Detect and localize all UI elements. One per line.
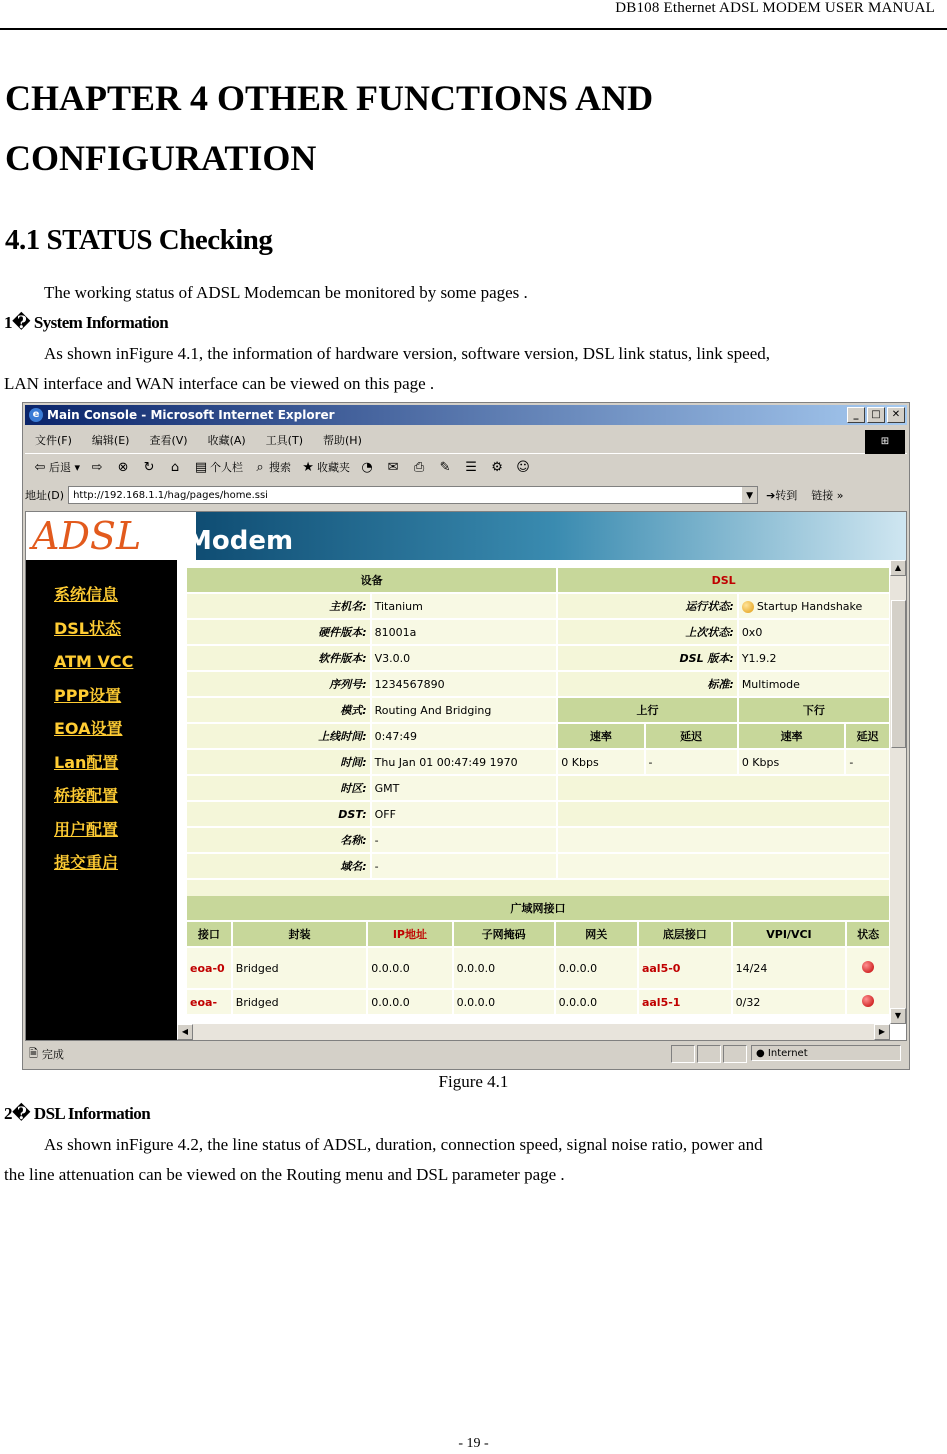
browser-screenshot — [22, 402, 910, 1070]
scroll-left-icon[interactable]: ◀ — [177, 1024, 193, 1040]
wan-lower-cell[interactable]: aal5-1 — [639, 990, 731, 1014]
item2-heading — [4, 1104, 150, 1124]
minimize-button[interactable]: _ — [847, 407, 865, 423]
timezone-label: 时区: — [187, 776, 370, 800]
device-header: 设备 — [187, 568, 556, 592]
nav-user-config[interactable]: 用户配置 — [54, 819, 119, 839]
wan-status-cell — [847, 948, 889, 988]
wan-mask-cell: 0.0.0.0 — [454, 990, 554, 1014]
uptime-value: 0:47:49 — [372, 724, 557, 748]
address-input[interactable]: http://192.168.1.1/hag/pages/home.ssi ▼ — [68, 486, 758, 504]
serial-value: 1234567890 — [372, 672, 557, 696]
down-delay-value: - — [846, 750, 889, 774]
item2-line2: the line attenuation can be viewed on the Routing menu and DSL parameter page . — [4, 1165, 565, 1184]
up-rate-value: 0 Kbps — [558, 750, 643, 774]
wan-encap-cell: Bridged — [233, 948, 366, 988]
history-icon[interactable]: ◔ — [361, 460, 373, 475]
tools-icon[interactable]: ⚙ — [491, 460, 503, 475]
wan-ip-cell: 0.0.0.0 — [368, 990, 451, 1014]
item2-title: DSL Information — [33, 1104, 151, 1123]
left-nav — [26, 560, 177, 1040]
maximize-button[interactable]: □ — [867, 407, 885, 423]
home-icon[interactable]: ⌂ — [170, 460, 180, 475]
standard-label: 标准: — [558, 672, 737, 696]
page-done-icon: 🗎 — [29, 1046, 38, 1060]
status-text: 完成 — [41, 1048, 64, 1061]
refresh-icon[interactable]: ↻ — [143, 460, 155, 475]
forward-arrow-icon[interactable]: ⇨ — [91, 460, 103, 475]
scroll-up-icon[interactable]: ▲ — [890, 560, 906, 576]
scroll-thumb[interactable] — [891, 600, 906, 748]
menu-bar — [25, 427, 907, 454]
favorites-icon: ★ — [302, 460, 314, 475]
status-panel — [697, 1045, 721, 1063]
nav-dsl-status[interactable]: DSL状态 — [54, 618, 122, 638]
scroll-right-icon[interactable]: ▶ — [874, 1024, 890, 1040]
window-title: Main Console - Microsoft Internet Explorer — [47, 408, 335, 422]
nav-system-info[interactable]: 系统信息 — [54, 585, 119, 604]
menu-view[interactable]: 查看(V) — [149, 434, 188, 447]
wan-interface-cell[interactable]: eoa- — [187, 990, 231, 1014]
nav-eoa-settings[interactable]: EOA设置 — [54, 719, 123, 738]
up-delay-header: 延迟 — [646, 724, 737, 748]
wan-mask-cell: 0.0.0.0 — [454, 948, 554, 988]
status-panel — [723, 1045, 747, 1063]
down-rate-header: 速率 — [739, 724, 845, 748]
wan-gateway-cell: 0.0.0.0 — [556, 990, 637, 1014]
nav-atm-vcc[interactable]: ATM VCC — [54, 652, 134, 671]
domain-value: - — [372, 854, 557, 878]
vertical-scrollbar[interactable] — [890, 560, 906, 1024]
wan-gateway-cell: 0.0.0.0 — [556, 948, 637, 988]
wan-status-cell — [847, 990, 889, 1014]
mail-icon[interactable]: ✉ — [387, 460, 399, 475]
stop-icon[interactable]: ⊗ — [117, 460, 129, 475]
wan-interface-cell[interactable]: eoa-0 — [187, 948, 231, 988]
last-status-value: 0x0 — [739, 620, 889, 644]
wan-col-gateway: 网关 — [556, 922, 637, 946]
sw-value: V3.0.0 — [372, 646, 557, 670]
page-number: - 19 - — [458, 1436, 489, 1451]
wan-table — [185, 894, 891, 1016]
empty-cell — [558, 828, 889, 852]
table-row — [187, 948, 889, 988]
discuss-icon[interactable]: ☰ — [465, 460, 477, 475]
toolbar — [25, 455, 907, 481]
figure-caption: Figure 4.1 — [438, 1072, 509, 1091]
name-label: 名称: — [187, 828, 370, 852]
zone-panel: ● Internet — [751, 1045, 901, 1061]
intro-text: The working status of ADSL Modemcan be monitored by some pages . — [44, 283, 528, 302]
wan-vpivci-cell: 14/24 — [733, 948, 846, 988]
windows-logo-icon: ⊞ — [865, 430, 905, 454]
back-arrow-icon: ⇦ — [34, 460, 46, 475]
scroll-down-icon[interactable]: ▼ — [890, 1008, 906, 1024]
wan-col-encap: 封装 — [233, 922, 366, 946]
wan-col-lower: 底层接口 — [639, 922, 731, 946]
address-bar — [25, 483, 907, 507]
time-label: 时间: — [187, 750, 370, 774]
name-value: - — [372, 828, 557, 852]
item1-title: System Information — [33, 313, 169, 332]
wan-ip-cell: 0.0.0.0 — [368, 948, 451, 988]
item1-line2: LAN interface and WAN interface can be viewed on this page . — [4, 374, 435, 393]
timezone-value: GMT — [372, 776, 557, 800]
window-titlebar — [25, 405, 907, 425]
back-button[interactable]: ⇦ 后退 ▾ — [31, 459, 80, 477]
mode-label: 模式: — [187, 698, 370, 722]
item1-number: 1� — [4, 313, 31, 332]
up-rate-header: 速率 — [558, 724, 643, 748]
print-icon[interactable]: ⎙ — [413, 460, 425, 475]
horizontal-scrollbar[interactable] — [177, 1024, 890, 1040]
hw-label: 硬件版本: — [187, 620, 370, 644]
personal-icon: ▤ — [194, 460, 208, 475]
nav-bridge-config[interactable]: 桥接配置 — [54, 786, 119, 805]
nav-lan-config[interactable]: Lan配置 — [54, 752, 119, 772]
chapter-title: CHAPTER 4 OTHER FUNCTIONS AND CONFIGURATION — [5, 78, 654, 178]
item2-number: 2� — [4, 1104, 31, 1123]
item2-line1: As shown inFigure 4.2, the line status of ADSL, duration, connection speed, signal noise ratio, power and — [44, 1135, 763, 1154]
mode-value: Routing And Bridging — [372, 698, 557, 722]
search-button[interactable]: ⌕ 搜索 — [251, 459, 291, 477]
empty-cell — [558, 854, 889, 878]
wan-lower-cell[interactable]: aal5-0 — [639, 948, 731, 988]
dst-label: DST: — [187, 802, 370, 826]
app-banner — [26, 512, 906, 560]
run-status-value: Startup Handshake — [739, 594, 889, 618]
status-bar — [25, 1043, 907, 1065]
host-value: Titanium — [372, 594, 557, 618]
go-button[interactable]: ➔转到 — [766, 489, 798, 502]
domain-label: 域名: — [187, 854, 370, 878]
wan-vpivci-cell: 0/32 — [733, 990, 846, 1014]
handshake-status-icon — [742, 601, 754, 613]
personal-bar-button[interactable]: ▤ 个人栏 — [192, 459, 243, 477]
item1-heading — [4, 313, 168, 333]
status-area — [177, 560, 890, 1024]
standard-value: Multimode — [739, 672, 889, 696]
section-title: 4.1 STATUS Checking — [5, 224, 273, 256]
status-red-dot-icon — [862, 995, 874, 1007]
address-dropdown-icon[interactable]: ▼ — [742, 487, 757, 503]
dsl-version-label: DSL 版本: — [558, 646, 737, 670]
status-panel — [671, 1045, 695, 1063]
menu-tools[interactable]: 工具(T) — [265, 434, 303, 447]
host-label: 主机名: — [187, 594, 370, 618]
page-content — [25, 511, 907, 1041]
sw-label: 软件版本: — [187, 646, 370, 670]
menu-edit[interactable]: 编辑(E) — [91, 434, 130, 447]
wan-encap-cell: Bridged — [233, 990, 366, 1014]
empty-cell — [558, 802, 889, 826]
down-delay-header: 延迟 — [846, 724, 889, 748]
wan-col-ip: IP地址 — [368, 922, 451, 946]
messenger-icon[interactable]: ☺ — [516, 460, 530, 475]
nav-ppp-settings[interactable]: PPP设置 — [54, 685, 122, 705]
wan-col-status: 状态 — [847, 922, 889, 946]
status-table — [185, 566, 891, 906]
edit-icon[interactable]: ✎ — [439, 460, 451, 475]
downstream-header: 下行 — [739, 698, 889, 722]
item1-line1: As shown inFigure 4.1, the information of hardware version, software version, DSL link status, link speed, — [44, 344, 770, 363]
run-status-label: 运行状态: — [558, 594, 737, 618]
menu-favorites[interactable]: 收藏(A) — [207, 434, 246, 447]
hw-value: 81001a — [372, 620, 557, 644]
down-rate-value: 0 Kbps — [739, 750, 845, 774]
wan-col-mask: 子网掩码 — [454, 922, 554, 946]
serial-label: 序列号: — [187, 672, 370, 696]
menu-file[interactable]: 文件(F) — [35, 434, 72, 447]
address-label: 地址(D) — [25, 489, 65, 502]
table-row — [187, 990, 889, 1014]
wan-col-interface: 接口 — [187, 922, 231, 946]
menu-help[interactable]: 帮助(H) — [323, 434, 362, 447]
uptime-label: 上线时间: — [187, 724, 370, 748]
status-red-dot-icon — [862, 961, 874, 973]
last-status-label: 上次状态: — [558, 620, 737, 644]
favorites-button[interactable]: ★ 收藏夹 — [299, 459, 350, 477]
manual-header: DB108 Ethernet ADSL MODEM USER MANUAL — [615, 0, 935, 16]
wan-col-vpivci: VPI/VCI — [733, 922, 846, 946]
modem-brand: Modem — [186, 526, 294, 556]
empty-cell — [558, 776, 889, 800]
links-button[interactable]: 链接 » — [811, 489, 844, 502]
nav-submit-reboot[interactable]: 提交重启 — [54, 853, 119, 872]
search-icon: ⌕ — [256, 460, 264, 475]
upstream-header: 上行 — [558, 698, 737, 722]
globe-icon: ● — [756, 1048, 765, 1059]
adsl-logo: ADSL — [32, 514, 142, 558]
dst-value: OFF — [372, 802, 557, 826]
close-button[interactable]: ✕ — [887, 407, 905, 423]
header-rule — [0, 28, 947, 30]
wan-title: 广域网接口 — [187, 896, 889, 920]
ie-icon: e — [29, 408, 43, 422]
up-delay-value: - — [646, 750, 737, 774]
dsl-version-value: Y1.9.2 — [739, 646, 889, 670]
dsl-header: DSL — [558, 568, 889, 592]
time-value: Thu Jan 01 00:47:49 1970 — [372, 750, 557, 774]
